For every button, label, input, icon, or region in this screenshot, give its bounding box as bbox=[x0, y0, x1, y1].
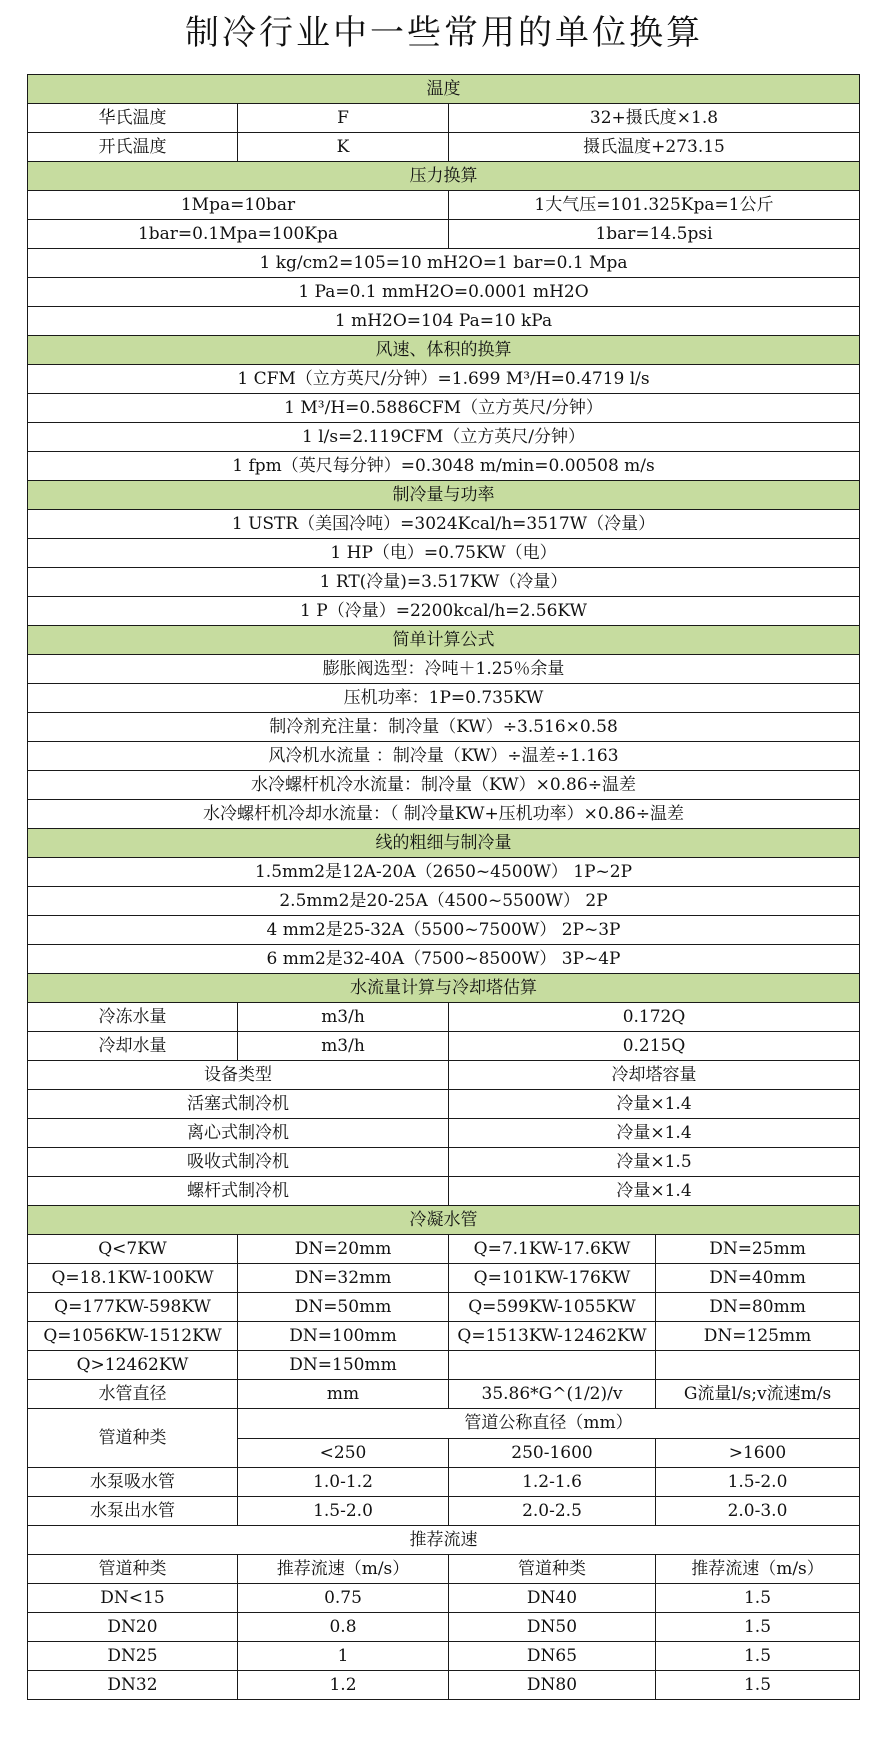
table-row bbox=[28, 771, 860, 800]
table-row bbox=[28, 1061, 860, 1090]
formula-line: 1 CFM（立方英尺/分钟）=1.699 M³/H=0.4719 l/s bbox=[28, 365, 860, 394]
section-header-row bbox=[28, 829, 860, 858]
table-cell: 水泵出水管 bbox=[28, 1497, 238, 1526]
table-row bbox=[28, 1497, 860, 1526]
table-cell: 1.5 bbox=[656, 1642, 860, 1671]
table-cell: DN40 bbox=[449, 1584, 656, 1613]
section-heading: 线的粗细与制冷量 bbox=[28, 829, 860, 858]
table-cell: DN=32mm bbox=[238, 1264, 449, 1293]
table-cell: 螺杆式制冷机 bbox=[28, 1177, 449, 1206]
table-cell: 摄氏温度+273.15 bbox=[449, 133, 860, 162]
table-cell: 0.8 bbox=[238, 1613, 449, 1642]
table-cell: 冷却水量 bbox=[28, 1032, 238, 1061]
table-cell: DN=40mm bbox=[656, 1264, 860, 1293]
table-cell: DN=100mm bbox=[238, 1322, 449, 1351]
section-header-row bbox=[28, 75, 860, 104]
formula-line: 1 mH2O=104 Pa=10 kPa bbox=[28, 307, 860, 336]
table-cell: Q=1056KW-1512KW bbox=[28, 1322, 238, 1351]
column-header: 250-1600 bbox=[449, 1438, 656, 1468]
table-cell: 1.0-1.2 bbox=[238, 1468, 449, 1497]
formula-line: 1 Pa=0.1 mmH2O=0.0001 mH2O bbox=[28, 278, 860, 307]
table-cell: 吸收式制冷机 bbox=[28, 1148, 449, 1177]
table-cell: 冷量×1.4 bbox=[449, 1090, 860, 1119]
column-header: 推荐流速（m/s） bbox=[656, 1555, 860, 1584]
table-cell: 水管直径 bbox=[28, 1380, 238, 1409]
formula-line: 1.5mm2是12A-20A（2650~4500W） 1P~2P bbox=[28, 858, 860, 887]
table-cell: 冷量×1.4 bbox=[449, 1119, 860, 1148]
column-header: 冷却塔容量 bbox=[449, 1061, 860, 1090]
table-row bbox=[28, 1264, 860, 1293]
table-row bbox=[28, 1235, 860, 1264]
table-cell: 冷量×1.5 bbox=[449, 1148, 860, 1177]
table-row bbox=[28, 539, 860, 568]
formula-line: 风冷机水流量 ：制冷量（KW）÷温差÷1.163 bbox=[28, 742, 860, 771]
table-cell: Q=599KW-1055KW bbox=[449, 1293, 656, 1322]
table-cell: DN<15 bbox=[28, 1584, 238, 1613]
table-cell: Q=177KW-598KW bbox=[28, 1293, 238, 1322]
formula-line: 1 fpm（英尺每分钟）=0.3048 m/min=0.00508 m/s bbox=[28, 452, 860, 481]
table-row bbox=[28, 1671, 860, 1700]
section-header-row bbox=[28, 626, 860, 655]
table-row bbox=[28, 597, 860, 626]
table-cell: 0.75 bbox=[238, 1584, 449, 1613]
table-row bbox=[28, 713, 860, 742]
table-cell: G流量l/s;v流速m/s bbox=[656, 1380, 860, 1409]
table-cell: 1.5-2.0 bbox=[238, 1497, 449, 1526]
column-header: 推荐流速（m/s） bbox=[238, 1555, 449, 1584]
formula-line: 4 mm2是25-32A（5500~7500W） 2P~3P bbox=[28, 916, 860, 945]
column-header: 管道种类 bbox=[28, 1555, 238, 1584]
formula-line: 制冷剂充注量：制冷量（KW）÷3.516×0.58 bbox=[28, 713, 860, 742]
column-header: 管道种类 bbox=[449, 1555, 656, 1584]
formula-line: 6 mm2是32-40A（7500~8500W） 3P~4P bbox=[28, 945, 860, 974]
table-cell: DN25 bbox=[28, 1642, 238, 1671]
table-row bbox=[28, 220, 860, 249]
section-heading: 推荐流速 bbox=[28, 1526, 860, 1555]
formula-line: 1 M³/H=0.5886CFM（立方英尺/分钟） bbox=[28, 394, 860, 423]
table-cell: 2.0-3.0 bbox=[656, 1497, 860, 1526]
table-cell: 32+摄氏度×1.8 bbox=[449, 104, 860, 133]
table-row bbox=[28, 1177, 860, 1206]
table-row bbox=[28, 1090, 860, 1119]
table-cell: 开氏温度 bbox=[28, 133, 238, 162]
section-heading: 水流量计算与冷却塔估算 bbox=[28, 974, 860, 1003]
table-row bbox=[28, 278, 860, 307]
section-header-row bbox=[28, 481, 860, 510]
formula-line: 水冷螺杆机冷却水流量：（ 制冷量KW+压机功率）×0.86÷温差 bbox=[28, 800, 860, 829]
table-cell: DN80 bbox=[449, 1671, 656, 1700]
table-cell: K bbox=[238, 133, 449, 162]
table-row bbox=[28, 1409, 860, 1439]
table-cell: DN=80mm bbox=[656, 1293, 860, 1322]
table-cell: m3/h bbox=[238, 1032, 449, 1061]
table-cell: 1 bbox=[238, 1642, 449, 1671]
table-cell: 水泵吸水管 bbox=[28, 1468, 238, 1497]
table-cell: 1大气压=101.325Kpa=1公斤 bbox=[449, 191, 860, 220]
table-row bbox=[28, 307, 860, 336]
table-cell: Q<7KW bbox=[28, 1235, 238, 1264]
table-row bbox=[28, 1119, 860, 1148]
section-header-row bbox=[28, 162, 860, 191]
table-cell: Q=7.1KW-17.6KW bbox=[449, 1235, 656, 1264]
section-heading: 风速、体积的换算 bbox=[28, 336, 860, 365]
table-row bbox=[28, 1526, 860, 1555]
section-heading: 冷凝水管 bbox=[28, 1206, 860, 1235]
table-row bbox=[28, 1293, 860, 1322]
formula-line: 1 HP（电）=0.75KW（电） bbox=[28, 539, 860, 568]
formula-line: 1 l/s=2.119CFM（立方英尺/分钟） bbox=[28, 423, 860, 452]
table-row bbox=[28, 568, 860, 597]
table-row bbox=[28, 1003, 860, 1032]
table-row bbox=[28, 800, 860, 829]
formula-line: 1 kg/cm2=105=10 mH2O=1 bar=0.1 Mpa bbox=[28, 249, 860, 278]
formula-line: 1 RT(冷量)=3.517KW（冷量） bbox=[28, 568, 860, 597]
table-cell: Q>12462KW bbox=[28, 1351, 238, 1380]
table-row bbox=[28, 887, 860, 916]
section-heading: 制冷量与功率 bbox=[28, 481, 860, 510]
section-header-row bbox=[28, 974, 860, 1003]
table-cell: DN=150mm bbox=[238, 1351, 449, 1380]
table-row bbox=[28, 655, 860, 684]
section-header-row bbox=[28, 1206, 860, 1235]
table-row bbox=[28, 249, 860, 278]
table-body bbox=[28, 75, 860, 1700]
formula-line: 水冷螺杆机冷水流量：制冷量（KW）×0.86÷温差 bbox=[28, 771, 860, 800]
table-cell: 0.215Q bbox=[449, 1032, 860, 1061]
table-cell: Q=101KW-176KW bbox=[449, 1264, 656, 1293]
table-cell: 冷量×1.4 bbox=[449, 1177, 860, 1206]
column-header: 管道公称直径（mm） bbox=[238, 1409, 860, 1439]
table-row bbox=[28, 858, 860, 887]
table-cell: 1bar=14.5psi bbox=[449, 220, 860, 249]
column-header: <250 bbox=[238, 1438, 449, 1468]
table-row bbox=[28, 394, 860, 423]
table-cell: 1.2 bbox=[238, 1671, 449, 1700]
table-cell: 1.5 bbox=[656, 1671, 860, 1700]
formula-line: 1 USTR（美国冷吨）=3024Kcal/h=3517W（冷量） bbox=[28, 510, 860, 539]
table-row bbox=[28, 1032, 860, 1061]
table-row bbox=[28, 365, 860, 394]
table-cell: 离心式制冷机 bbox=[28, 1119, 449, 1148]
table-cell: DN=20mm bbox=[238, 1235, 449, 1264]
table-cell bbox=[449, 1351, 656, 1380]
table-row bbox=[28, 916, 860, 945]
table-cell: 活塞式制冷机 bbox=[28, 1090, 449, 1119]
formula-line: 1 P（冷量）=2200kcal/h=2.56KW bbox=[28, 597, 860, 626]
formula-line: 膨胀阀选型：冷吨＋1.25％余量 bbox=[28, 655, 860, 684]
table-cell: DN32 bbox=[28, 1671, 238, 1700]
table-cell: 1.5 bbox=[656, 1613, 860, 1642]
page-title: 制冷行业中一些常用的单位换算 bbox=[185, 13, 703, 53]
section-heading: 压力换算 bbox=[28, 162, 860, 191]
table-row bbox=[28, 1351, 860, 1380]
table-cell: Q=18.1KW-100KW bbox=[28, 1264, 238, 1293]
table-row bbox=[28, 1555, 860, 1584]
section-heading: 温度 bbox=[28, 75, 860, 104]
table-row bbox=[28, 945, 860, 974]
table-row bbox=[28, 1468, 860, 1497]
section-header-row bbox=[28, 336, 860, 365]
column-header: 设备类型 bbox=[28, 1061, 449, 1090]
table-cell: Q=1513KW-12462KW bbox=[449, 1322, 656, 1351]
table-cell: 华氏温度 bbox=[28, 104, 238, 133]
table-row bbox=[28, 133, 860, 162]
formula-line: 压机功率：1P=0.735KW bbox=[28, 684, 860, 713]
table-cell: 35.86*G^(1/2)/v bbox=[449, 1380, 656, 1409]
table-cell: 冷冻水量 bbox=[28, 1003, 238, 1032]
table-cell: DN20 bbox=[28, 1613, 238, 1642]
table-row bbox=[28, 423, 860, 452]
table-row bbox=[28, 1380, 860, 1409]
table-row bbox=[28, 1322, 860, 1351]
table-cell: mm bbox=[238, 1380, 449, 1409]
table-cell: DN=25mm bbox=[656, 1235, 860, 1264]
table-row bbox=[28, 452, 860, 481]
table-cell: 1Mpa=10bar bbox=[28, 191, 449, 220]
table-cell: m3/h bbox=[238, 1003, 449, 1032]
table-cell: 2.0-2.5 bbox=[449, 1497, 656, 1526]
section-heading: 简单计算公式 bbox=[28, 626, 860, 655]
table-cell: DN65 bbox=[449, 1642, 656, 1671]
table-row bbox=[28, 1584, 860, 1613]
table-cell bbox=[656, 1351, 860, 1380]
table-row bbox=[28, 510, 860, 539]
table-cell: DN50 bbox=[449, 1613, 656, 1642]
table-row bbox=[28, 191, 860, 220]
row-header: 管道种类 bbox=[28, 1409, 238, 1468]
conversion-table bbox=[27, 74, 860, 1700]
table-cell: 1.5 bbox=[656, 1584, 860, 1613]
table-cell: 1.5-2.0 bbox=[656, 1468, 860, 1497]
table-row bbox=[28, 1148, 860, 1177]
column-header: >1600 bbox=[656, 1438, 860, 1468]
table-row bbox=[28, 742, 860, 771]
table-cell: DN=125mm bbox=[656, 1322, 860, 1351]
table-row bbox=[28, 1613, 860, 1642]
table-cell: DN=50mm bbox=[238, 1293, 449, 1322]
table-cell: 0.172Q bbox=[449, 1003, 860, 1032]
table-cell: 1bar=0.1Mpa=100Kpa bbox=[28, 220, 449, 249]
table-row bbox=[28, 104, 860, 133]
table-row bbox=[28, 1642, 860, 1671]
formula-line: 2.5mm2是20-25A（4500~5500W） 2P bbox=[28, 887, 860, 916]
table-cell: 1.2-1.6 bbox=[449, 1468, 656, 1497]
table-cell: F bbox=[238, 104, 449, 133]
table-row bbox=[28, 684, 860, 713]
